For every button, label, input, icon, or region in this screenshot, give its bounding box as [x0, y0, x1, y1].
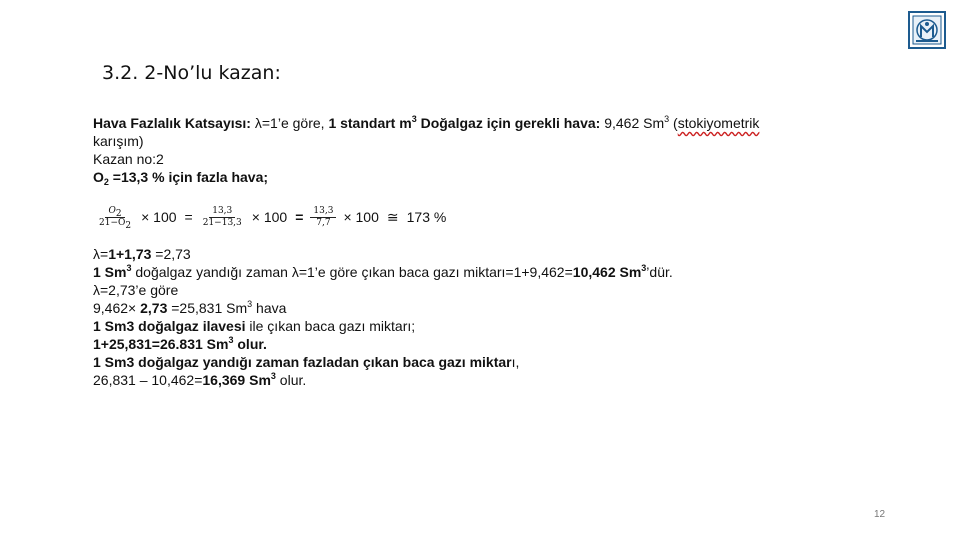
- calculation-text: [93, 114, 883, 389]
- flue-gas-text: doğalgaz yandığı zaman λ=1’e göre çıkan baca gazı miktarı=1+9,462=: [131, 264, 573, 280]
- excess-flue-line: [93, 353, 883, 371]
- air-calc-b: 2,73: [140, 300, 172, 316]
- air-calc-d: hava: [252, 300, 287, 316]
- mixture-line: karışım): [93, 133, 144, 149]
- lambda-symbol: λ=: [93, 246, 109, 262]
- equals-sign: =: [184, 209, 193, 225]
- air-excess-line: [93, 114, 883, 132]
- flue-gas-value: 10,462 Sm: [572, 264, 642, 280]
- air-calc-line: [93, 299, 883, 317]
- sm3-text: 1 Sm: [93, 264, 127, 280]
- gas-addition-label: 1 Sm3 doğalgaz ilavesi: [93, 318, 246, 334]
- excess-flue-text: 1 Sm3 doğalgaz yandığı zaman fazladan çıkan baca gazı miktar: [93, 354, 512, 370]
- oxygen-text: =13,3 % için fazla hava;: [108, 169, 269, 185]
- sum-suffix: olur.: [233, 336, 267, 352]
- air-amount-text: 9,462 Sm: [604, 115, 665, 131]
- fraction-numerator: 13,3: [310, 206, 336, 218]
- superscript: 3: [247, 299, 253, 309]
- superscript: 3: [126, 263, 132, 273]
- gas-addition-text: ile çıkan baca gazı miktarı;: [245, 318, 416, 334]
- fraction-symbolic: [96, 206, 134, 229]
- gas-addition-line: [93, 317, 883, 335]
- lambda-value: =2,73: [155, 246, 191, 262]
- final-calc: 26,831 – 10,462=: [93, 372, 203, 388]
- equals-sign: =: [295, 209, 304, 225]
- paren-text: (: [669, 115, 678, 131]
- final-suffix: olur.: [275, 372, 307, 388]
- suffix-text: ’dür.: [646, 264, 673, 280]
- approx-sign: ≅: [386, 209, 399, 225]
- subscript: 2: [103, 177, 109, 187]
- standard-m3-text: 1 standart m: [328, 115, 412, 131]
- lambda-273-line: λ=2,73’e göre: [93, 282, 179, 298]
- sum-line: [93, 335, 883, 353]
- fraction-numeric: [200, 206, 245, 229]
- superscript: 3: [641, 263, 647, 273]
- air-excess-label: Hava Fazlalık Katsayısı:: [93, 115, 255, 131]
- fraction-numerator: 13,3: [209, 206, 235, 218]
- fraction-denominator: 21−13,3: [202, 217, 242, 228]
- boiler-number-line: Kazan no:2: [93, 151, 164, 167]
- natural-gas-text: Doğalgaz için gerekli hava:: [416, 115, 605, 131]
- superscript: 3: [411, 114, 417, 124]
- excess-flue-suffix: ı,: [511, 354, 520, 370]
- final-result-line: [93, 371, 883, 389]
- stoichiometric-text: stokiyometrik: [677, 115, 760, 131]
- lambda-result-line: [93, 245, 883, 263]
- oxygen-line: [93, 168, 883, 186]
- flue-gas-line: [93, 263, 883, 281]
- air-calc-c: =25,831 Sm: [171, 300, 248, 316]
- air-calc-a: 9,462×: [93, 300, 141, 316]
- times-operator: × 100: [141, 209, 177, 225]
- times-operator: × 100: [251, 209, 288, 225]
- fraction-numerator: $O_2$: [105, 206, 124, 218]
- superscript: 3: [664, 114, 670, 124]
- page-number: 12: [874, 509, 886, 520]
- lambda-sum: 1+1,73: [108, 246, 156, 262]
- fraction-simplified: [310, 206, 336, 229]
- sum-text: 1+25,831=26.831 Sm: [93, 336, 229, 352]
- fraction-denominator: 7,7: [316, 217, 331, 228]
- slide-title: 3.2. 2-No’lu kazan:: [102, 62, 281, 84]
- university-logo-icon: [908, 11, 946, 49]
- final-value: 16,369 Sm: [202, 372, 271, 388]
- times-operator: × 100: [343, 209, 379, 225]
- lambda-text: λ=1’e göre,: [254, 115, 329, 131]
- superscript: 3: [228, 335, 234, 345]
- fraction-denominator: $21-O_2$: [99, 217, 132, 231]
- oxygen-symbol: O: [93, 169, 104, 185]
- formula-result: 173 %: [406, 209, 447, 225]
- superscript: 3: [270, 371, 276, 381]
- excess-air-formula: [93, 197, 883, 237]
